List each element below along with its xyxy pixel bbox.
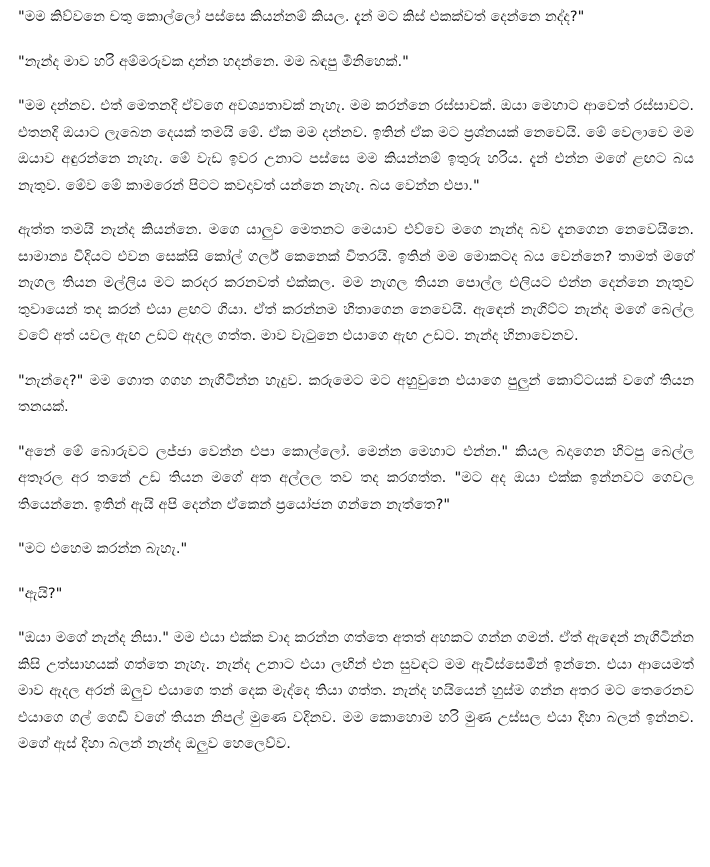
story-paragraph: ඇත්ත තමයි නැන්ද කියන්නෙ. මගෙ යාලුව මෙතනට මෙයාව එව්වෙ මගෙ නැන්ද බව දැනගෙන නෙවෙයිනෙ. සාමාන්‍ය විදියට එවන සෙක්සි කෝල් ගර්ල් කෙනෙක් විතරයි. ඉතින් මම මොකටද බය වෙන්නෙ? තාමත් මගේ නැගල තියන මල්ලිය මට කරදර කරනවත් එක්කල. මම නැගල තියන පොල්ල එලියට එන්න දෙන්නෙ නැතුව තුවායෙන් තද කරන් එයා ළඟට ගියා. ඒත් කරන්නම හිතාගෙන නෙවෙයි. ඇඳෙන් නැගිට්ට නැන්ද මගේ බෙල්ල වටේ අත් යවල ඇඟ උඩට ඇදල ගත්ත. මාව වැටුනෙ එයාගෙ ඇඟ උඩට. නැන්ද හිනාවෙනව. [18, 221, 694, 344]
story-paragraph: "නැන්දෙ?" මම ගොත ගගහ නැගිටින්න හැදුව. කරුමෙට මට අහුවුනෙ එයාගෙ පුලුන් කොට්ටයක් වගේ තියන තනයක්. [18, 371, 695, 415]
story-paragraph: "ඇයි?" [18, 584, 63, 602]
story-paragraph: "මම කිව්වනෙ චතු කොල්ලෝ පස්සෙ කියන්නම් කියල. දැන් මට කිස් එකක්වත් දෙන්නෙ නද්ද?" [18, 8, 585, 25]
story-page [18, 4, 694, 776]
story-paragraph: "අනේ මේ බොරුවට ලජ්ජා වෙන්න එපා කොල්ලෝ. මෙන්න මෙහාට එන්න." කියල බදාගෙන හිටපු බෙල්ල අතෑරල අර තනේ උඩ තියන මගේ අත අල්ලල තව තද කරගත්ත. "මට අද ඔයා එක්ක ඉන්නවට ගෙවල තියෙන්නෙ. ඉතින් ඇයි අපි දෙන්න ඒකෙන් ප්‍රයෝජන ගන්නෙ නැත්තෙ?" [18, 442, 694, 513]
story-paragraph: "මම දන්නව. එත් මෙතනදි ඒවගෙ අවශ්‍යතාවක් නැහැ. මම කරන්නෙ රස්සාවක්. ඔයා මෙහාට ආවෙත් රස්සාවට. එතනදි ඔයාට ලැබෙන දෙයක් තමයි මේ. ඒක මම දන්නව. ඉතින් ඒක මට ප්‍රශ්නයක් නෙවෙයි. මේ වෙලාවෙ මම ඔයාව අඳුරන්නෙ නැහැ. මේ වැඩ ඉවර උනාට පස්සෙ මම කියන්නම් ඉතුරු හරිය. දැන් එන්න මගේ ළඟට බය නැතුව. මේව මේ කාමරෙන් පිටට කවදාවත් යන්නෙ නැහැ. බය වෙන්න එපා." [18, 97, 694, 194]
story-paragraph: "නැන්ද මාව හරි අම්මරුවක දාන්න හදන්නෙ. මම බඳපු මිනිහෙක්." [18, 52, 409, 70]
story-paragraph: "ඔයා මගේ නැන්ද නිසා." මම එයා එක්ක වාද කරන්න ගත්තෙ අතත් අහකට ගන්න ගමන්. ඒත් ඇඳෙන් නැගිටින්න කිසි උත්සාහයක් ගත්තෙ නැහැ. නැන්ද උනාට එයා ලඟින් එන සුවඳට මම ඇවිස්සෙමින් ඉන්නෙ. එයා ආයෙමත් මාව ඇදල අරන් ඔලුව එයාගෙ තන් දෙක මැද්දෙ තියා ගත්ත. නැන්ද හයියෙන් හුස්ම ගන්න අතර මට තෙරෙනව එයාගෙ ගල් ගෙඩි වගේ තියන නිපල් මුණෙ වදිනව. මම කොහොම හරි මුණ උස්සල එයා දිහා බලන් ඉන්නව. මගේ ඇස් දිහා බලන් නැන්ද ඔලුව හෙලෙව්ව. [18, 629, 694, 752]
story-paragraph: "මට එහෙම කරන්න බැහැ." [18, 540, 188, 557]
